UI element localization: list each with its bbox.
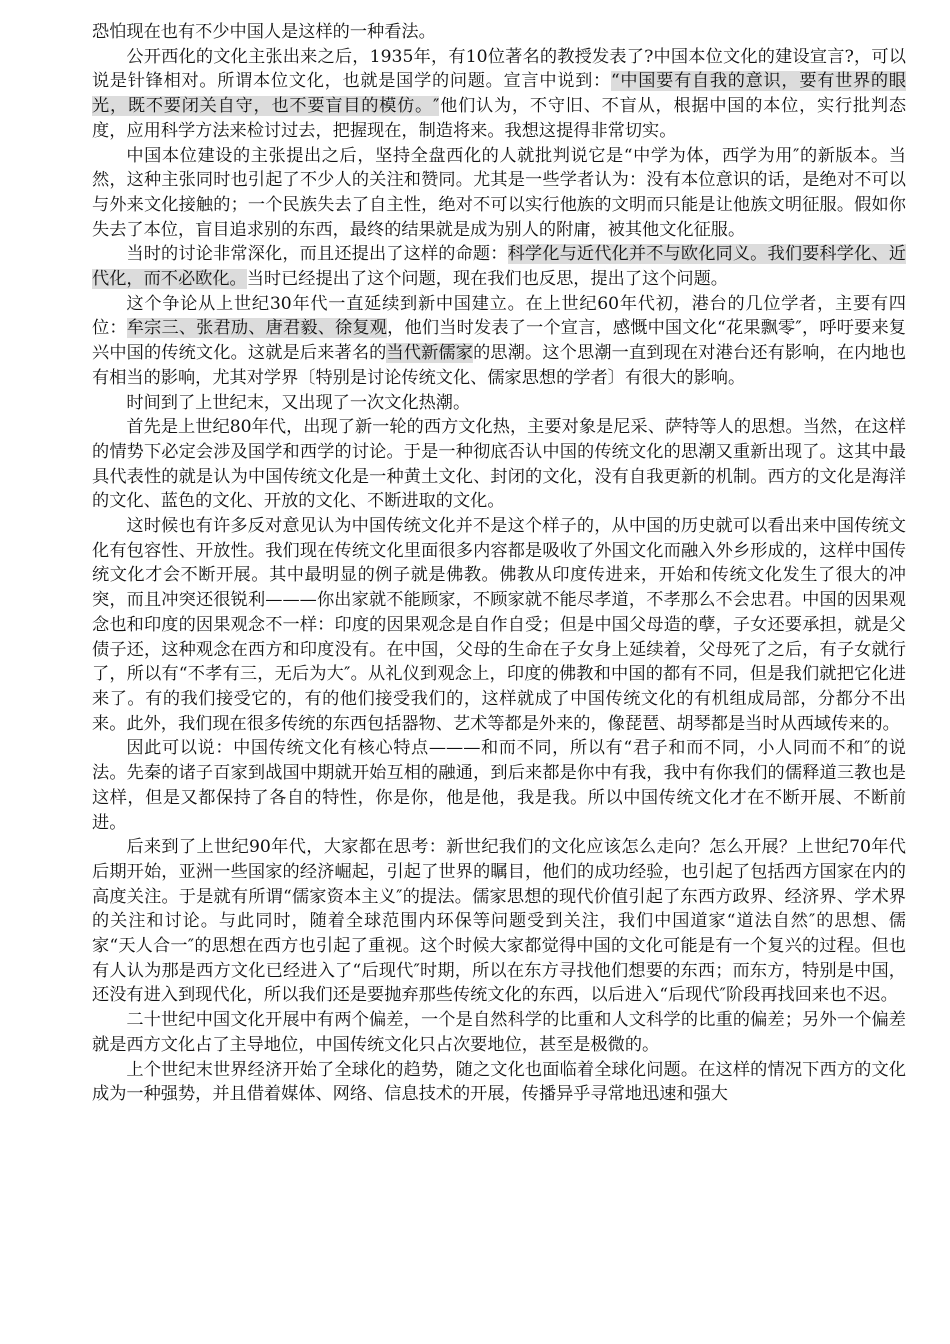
highlighted-text: 当代新儒家	[386, 343, 474, 364]
text-run: 当时的讨论非常深化，而且还提出了这样的命题：	[126, 244, 508, 265]
text-run: 这个争论从上世纪30年代一直延续到新中国建立。在上世纪60年代初，港台的几位学者，主要有四位：	[92, 293, 906, 339]
paragraph	[92, 415, 906, 514]
text-run: 当时已经提出了这个问题，现在我们也反思，提出了这个问题。	[246, 269, 728, 290]
text-run: 时间到了上世纪末，又出现了一次文化热潮。	[126, 392, 471, 413]
highlighted-text: 牟宗三、张君劢、唐君毅、徐复观	[126, 318, 388, 339]
highlighted-text: 科学化与近代化并不与欧化同义。我们要科学化、近代化，而不必欧化。	[92, 244, 906, 290]
text-run: 中国本位建设的主张提出之后，坚持全盘西化的人就批判说它是“中学为体，西学为用″的新版本。当然，这种主张同时也引起了不少人的关注和赞同。尤其是一些学者认为：没有本位意识的话，是绝对不可以与外来文化接触的；一个民族失去了自主性，绝对不可以实行他族的文明而只能是让他族文明征服。假如你失去了本位，盲目追求别的东西，最终的结果就是成为别人的附庸，被其他文化征服。	[92, 145, 906, 240]
text-run: 上个世纪末世界经济开始了全球化的趋势，随之文化也面临着全球化问题。在这样的情况下西方的文化成为一种强势，并且借着媒体、网络、信息技术的开展，传播异乎寻常地迅速和强大	[92, 1059, 906, 1105]
text-run: 的思潮。这个思潮一直到现在对港台还有影响，在内地也有相当的影响，尤其对学界〔特别是讨论传统文化、儒家思想的学者〕有很大的影响。	[92, 343, 906, 388]
text-run: 他们认为，不守旧、不盲从，根据中国的本位，实行批判态度，应用科学方法来检讨过去，把握现在，制造将来。我想这提得非常切实。	[92, 96, 907, 141]
text-run: 后来到了上世纪90年代，大家都在思考：新世纪我们的文化应该怎么走向？怎么开展？上世纪70年代后期开始，亚洲一些国家的经济崛起，引起了世界的瞩目，他们的成功经验，也引起了包括西方国家在内的高度关注。于是就有所谓“儒家资本主义″的提法。儒家思想的现代价值引起了东西方政界、经济界、学术界的关注和讨论。与此同时，随着全球范围内环保等问题受到关注，我们中国道家“道法自然″的思想、儒家“天人合一″的思想在西方也引起了重视。这个时候大家都觉得中国的文化可能是有一个复兴的过程。但也有人认为那是西方文化已经进入了“后现代″时期，所以在东方寻找他们想要的东西；而东方，特别是中国，还没有进入到现代化，所以我们还是要抛弃那些传统文化的东西，以后进入“后现代″阶段再找回来也不迟。	[92, 837, 906, 1006]
highlighted-text: “中国要有自我的意识，要有世界的眼光，既不要闭关自守，也不要盲目的模仿。″	[92, 71, 906, 117]
text-run: 因此可以说：中国传统文化有核心特点———和而不同，所以有“君子和而不同，小人同而不和″的说法。先秦的诸子百家到战国中期就开始互相的融通，到后来都是你中有我，我中有你我们的儒释道三教也是这样，但是又都保持了各自的特性，你是你，他是他，我是我。所以中国传统文化才在不断开展、不断前进。	[92, 738, 906, 833]
paragraph	[92, 292, 906, 391]
paragraph	[92, 144, 906, 243]
text-run: 二十世纪中国文化开展中有两个偏差，一个是自然科学的比重和人文科学的比重的偏差；另外一个偏差就是西方文化占了主导地位，中国传统文化只占次要地位，甚至是极微的。	[92, 1010, 906, 1055]
text-run: 首先是上世纪80年代，出现了新一轮的西方文化热，主要对象是尼采、萨特等人的思想。当然，在这样的情势下必定会涉及国学和西学的讨论。于是一种彻底否认中国的传统文化的思潮又重新出现了。这其中最具代表性的就是认为中国传统文化是一种黄土文化、封闭的文化，没有自我更新的机制。西方的文化是海洋的文化、蓝色的文化、开放的文化、不断进取的文化。	[92, 417, 906, 512]
paragraph	[92, 514, 906, 736]
text-run: 这时候也有许多反对意见认为中国传统文化并不是这个样子的，从中国的历史就可以看出来中国传统文化有包容性、开放性。我们现在传统文化里面很多内容都是吸收了外国文化而融入外乡形成的，这样中国传统文化才会不断开展。其中最明显的例子就是佛教。佛教从印度传进来，开始和传统文化发生了很大的冲突，而且冲突还很锐利———你出家就不能顾家，不顾家就不能尽孝道，不孝那么不会忠君。中国的因果观念也和印度的因果观念不一样：印度的因果观念是自作自受；但是中国父母造的孽，子女还要承担，就是父债子还，这种观念在西方和印度没有。在中国，父母的生命在子女身上延续着，父母死了之后，有子女就行了，所以有“不孝有三，无后为大″。从礼仪到观念上，印度的佛教和中国的都有不同，但是我们就把它化进来了。有的我们接受它的，有的他们接受我们的，这样就成了中国传统文化的有机组成局部，分都分不出来。此外，我们现在很多传统的东西包括器物、艺术等都是外来的，像琵琶、胡琴都是当时从西域传来的。	[92, 516, 906, 734]
text-run: 公开西化的文化主张出来之后，1935年，有10位著名的教授发表了?中国本位文化的建设宣言?，可以说是针锋相对。所谓本位文化，也就是国学的问题。宣言中说到：	[92, 46, 906, 92]
paragraph	[92, 736, 906, 835]
paragraph	[92, 835, 906, 1008]
text-run: ，他们当时发表了一个宣言，感慨中国文化“花果飘零″，呼吁要来复兴中国的传统文化。这就是后来著名的	[92, 318, 906, 364]
paragraph	[92, 242, 906, 291]
paragraph	[92, 20, 906, 45]
paragraph	[92, 391, 906, 416]
paragraph	[92, 45, 906, 144]
paragraph	[92, 1008, 906, 1057]
text-run: 恐怕现在也有不少中国人是这样的一种看法。	[92, 22, 436, 42]
paragraph	[92, 1058, 906, 1107]
